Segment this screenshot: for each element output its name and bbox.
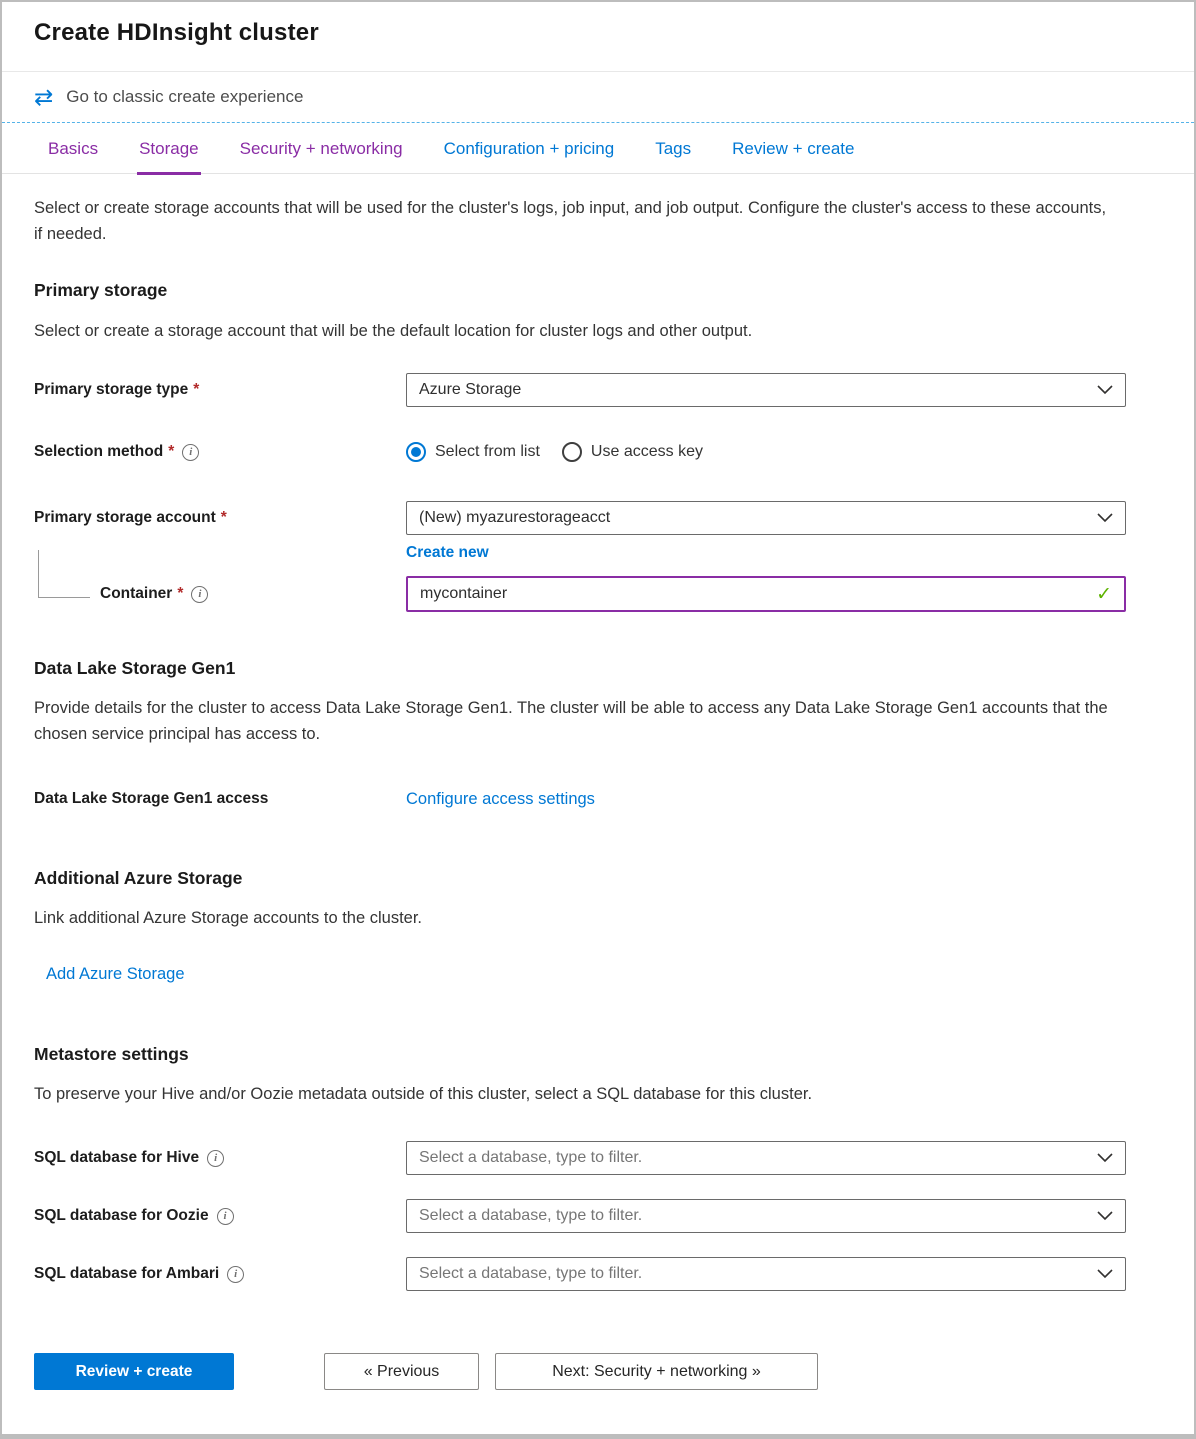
additional-storage-heading: Additional Azure Storage — [34, 868, 243, 888]
sql-hive-label: SQL database for Hive i — [34, 1149, 406, 1167]
toolbar — [2, 72, 1194, 123]
wizard-tabs — [2, 123, 1194, 174]
tab-tags[interactable]: Tags — [655, 139, 692, 158]
chevron-down-icon — [1097, 1211, 1113, 1221]
data-lake-heading: Data Lake Storage Gen1 — [34, 658, 236, 678]
classic-create-link[interactable]: Go to classic create experience — [66, 87, 304, 106]
primary-storage-account-row — [34, 501, 1162, 535]
info-icon[interactable]: i — [191, 586, 208, 603]
selection-method-label: Selection method * i — [34, 443, 406, 461]
container-value: mycontainer — [420, 585, 508, 602]
metastore-heading: Metastore settings — [34, 1044, 189, 1064]
data-lake-access-label: Data Lake Storage Gen1 access — [34, 790, 269, 807]
sql-ambari-row — [34, 1257, 1162, 1291]
tab-configuration-pricing[interactable]: Configuration + pricing — [443, 139, 615, 158]
content-area — [2, 195, 1194, 1291]
primary-storage-type-value: Azure Storage — [419, 381, 522, 398]
primary-storage-account-dropdown[interactable] — [406, 501, 1126, 535]
radio-use-access-key[interactable]: Use access key — [562, 442, 703, 462]
sql-ambari-placeholder: Select a database, type to filter. — [419, 1265, 643, 1282]
primary-storage-account-label: Primary storage account * — [34, 509, 227, 526]
info-icon[interactable]: i — [227, 1266, 244, 1283]
chevron-down-icon — [1097, 385, 1113, 395]
swap-arrows-icon[interactable]: ⇄ — [34, 83, 54, 110]
info-icon[interactable]: i — [207, 1150, 224, 1167]
data-lake-access-row — [34, 786, 1162, 812]
required-asterisk: * — [193, 381, 200, 398]
configure-access-settings-link[interactable]: Configure access settings — [406, 789, 595, 808]
tab-storage[interactable]: Storage — [137, 139, 201, 175]
required-asterisk: * — [220, 509, 227, 526]
primary-storage-heading: Primary storage — [34, 280, 168, 300]
sql-oozie-dropdown[interactable] — [406, 1199, 1126, 1233]
tab-review-create[interactable]: Review + create — [732, 139, 855, 158]
review-create-button[interactable]: Review + create — [34, 1353, 234, 1390]
primary-storage-type-dropdown[interactable] — [406, 373, 1126, 407]
valid-check-icon: ✓ — [1096, 583, 1112, 605]
wizard-footer — [2, 1353, 1194, 1390]
radio-unselected-icon — [562, 442, 582, 462]
next-security-networking-button[interactable]: Next: Security + networking » — [495, 1353, 818, 1390]
titlebar — [2, 2, 1194, 72]
sql-hive-dropdown[interactable] — [406, 1141, 1126, 1175]
primary-storage-account-value: (New) myazurestorageacct — [419, 509, 611, 526]
additional-storage-description: Link additional Azure Storage accounts to the cluster. — [34, 909, 422, 927]
chevron-down-icon — [1097, 1153, 1113, 1163]
data-lake-description: Provide details for the cluster to access Data Lake Storage Gen1. The cluster will be able to access any Data Lake Storage Gen1 accounts that the chosen service principal has access to. — [34, 699, 1108, 743]
metastore-description: To preserve your Hive and/or Oozie metadata outside of this cluster, select a SQL database for this cluster. — [34, 1085, 813, 1103]
previous-button[interactable]: « Previous — [324, 1353, 479, 1390]
sql-oozie-row — [34, 1199, 1162, 1233]
info-icon[interactable]: i — [182, 444, 199, 461]
selection-method-row — [34, 438, 1162, 466]
sql-hive-placeholder: Select a database, type to filter. — [419, 1149, 643, 1166]
page-title: Create HDInsight cluster — [34, 19, 319, 46]
primary-storage-description: Select or create a storage account that will be the default location for cluster logs and other output. — [34, 322, 753, 340]
container-input[interactable] — [406, 576, 1126, 612]
primary-storage-type-row — [34, 373, 1162, 407]
tab-basics[interactable]: Basics — [48, 139, 99, 158]
radio-selected-icon — [406, 442, 426, 462]
tab-security-networking[interactable]: Security + networking — [239, 139, 403, 158]
radio-select-from-list[interactable]: Select from list — [406, 442, 540, 462]
info-icon[interactable]: i — [217, 1208, 234, 1225]
sql-ambari-label: SQL database for Ambari i — [34, 1265, 406, 1283]
add-azure-storage-link[interactable]: Add Azure Storage — [46, 965, 185, 983]
container-label: Container * i — [34, 585, 406, 603]
create-new-link[interactable]: Create new — [406, 544, 489, 561]
required-asterisk: * — [168, 443, 175, 460]
sql-oozie-label: SQL database for Oozie i — [34, 1207, 406, 1225]
required-asterisk: * — [177, 585, 184, 602]
chevron-down-icon — [1097, 1269, 1113, 1279]
storage-tab-intro: Select or create storage accounts that will be used for the cluster's logs, job input, and job output. Configure the cluster's access to these accounts, if needed. — [34, 199, 1107, 243]
tree-connector-line — [38, 550, 90, 598]
container-row — [34, 576, 1162, 612]
selection-method-radio-group — [406, 442, 703, 462]
chevron-down-icon — [1097, 513, 1113, 523]
sql-ambari-dropdown[interactable] — [406, 1257, 1126, 1291]
sql-oozie-placeholder: Select a database, type to filter. — [419, 1207, 643, 1224]
sql-hive-row — [34, 1141, 1162, 1175]
primary-storage-type-label: Primary storage type * — [34, 381, 200, 398]
